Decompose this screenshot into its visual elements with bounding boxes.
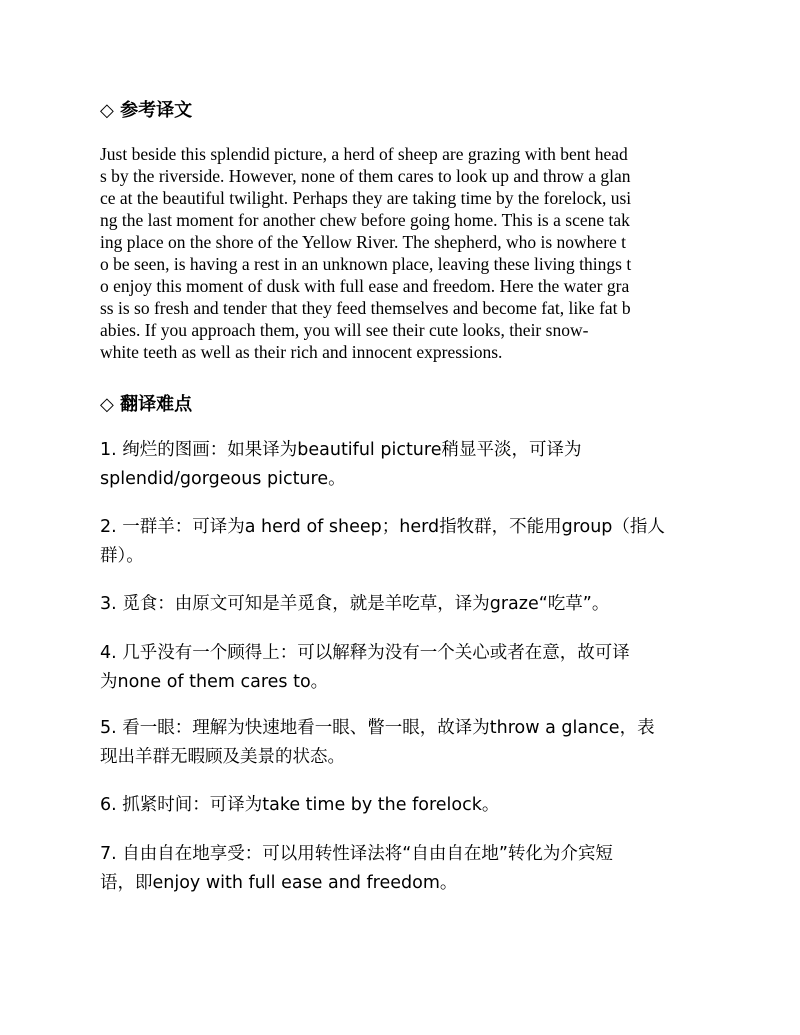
difficulty-item-1	[100, 436, 700, 494]
item-line: 现出羊群无暇顾及美景的状态。	[100, 747, 345, 767]
item-line: 6. 抓紧时间：可译为take time by the forelock。	[100, 795, 500, 815]
item-line: splendid/gorgeous picture。	[100, 469, 346, 489]
difficulty-item-7	[100, 840, 700, 898]
item-line: 群）。	[100, 546, 144, 566]
difficulty-item-6	[100, 791, 700, 820]
paragraph-line: ce at the beautiful twilight. Perhaps they are taking time by the forelock, usi	[100, 188, 632, 208]
item-line: 3. 觅食：由原文可知是羊觅食，就是羊吃草，译为graze“吃草”。	[100, 594, 610, 614]
paragraph-line: ng the last moment for another chew before going home. This is a scene tak	[100, 210, 630, 230]
paragraph-line: Just beside this splendid picture, a herd of sheep are grazing with bent head	[100, 144, 628, 164]
item-line: 7. 自由自在地享受：可以用转性译法将“自由自在地”转化为介宾短	[100, 844, 613, 864]
paragraph-line: abies. If you approach them, you will see their cute looks, their snow-	[100, 320, 589, 340]
section-heading-reference-translation: ◇ 参考译文	[100, 100, 193, 121]
difficulty-item-4	[100, 639, 700, 697]
item-line: 5. 看一眼：理解为快速地看一眼、瞥一眼，故译为throw a glance，表	[100, 718, 655, 738]
paragraph-line: ss is so fresh and tender that they feed themselves and become fat, like fat b	[100, 298, 631, 318]
item-line: 2. 一群羊：可译为a herd of sheep；herd指牧群，不能用group（指人	[100, 517, 665, 537]
item-line: 1. 绚烂的图画：如果译为beautiful picture稍显平淡，可译为	[100, 440, 582, 460]
paragraph-line: o be seen, is having a rest in an unknown place, leaving these living things t	[100, 254, 632, 274]
difficulty-item-5	[100, 714, 700, 772]
paragraph-line: ing place on the shore of the Yellow River. The shepherd, who is nowhere t	[100, 232, 627, 252]
reference-translation-paragraph	[100, 143, 700, 363]
difficulty-item-3	[100, 590, 700, 619]
item-line: 语，即enjoy with full ease and freedom。	[100, 873, 458, 893]
item-line: 为none of them cares to。	[100, 672, 329, 692]
item-line: 4. 几乎没有一个顾得上：可以解释为没有一个关心或者在意，故可译	[100, 643, 630, 663]
paragraph-line: s by the riverside. However, none of them cares to look up and throw a glan	[100, 166, 631, 186]
paragraph-line: white teeth as well as their rich and innocent expressions.	[100, 342, 503, 362]
difficulty-item-2	[100, 513, 700, 571]
paragraph-line: o enjoy this moment of dusk with full ease and freedom. Here the water gra	[100, 276, 630, 296]
section-heading-translation-difficulties: ◇ 翻译难点	[100, 394, 193, 415]
